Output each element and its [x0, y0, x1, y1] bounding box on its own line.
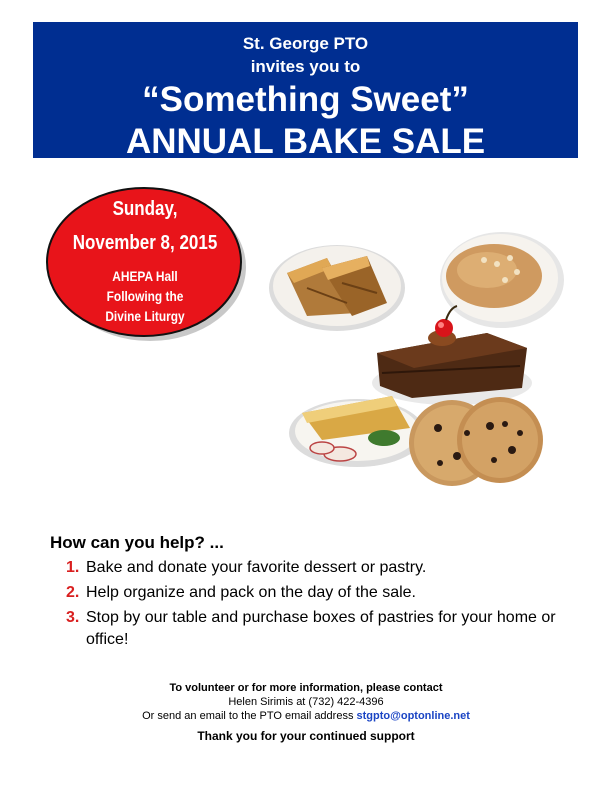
event-date: November 8, 2015	[72, 232, 218, 254]
step-number: 2.	[66, 584, 80, 601]
contact-info	[0, 681, 612, 723]
contact-phone: Helen Sirimis at (732) 422-4396	[228, 696, 384, 708]
nut-cookie-image	[440, 232, 564, 328]
chocolate-chip-cookies-image	[409, 397, 543, 486]
pastries-illustration	[262, 228, 580, 498]
event-title: “Something Sweet”	[142, 80, 469, 119]
baklava-image	[269, 245, 405, 331]
step-number: 3.	[66, 609, 80, 626]
event-subtitle: ANNUAL BAKE SALE	[125, 122, 486, 161]
help-steps-list	[66, 557, 566, 654]
event-location-line2: Following the	[106, 288, 184, 304]
invite-line: invites you to	[250, 57, 361, 76]
date-oval	[44, 184, 246, 344]
event-location-line3: Divine Liturgy	[105, 308, 185, 324]
help-heading: How can you help? ...	[50, 533, 224, 552]
step-number: 1.	[66, 559, 80, 576]
list-item	[66, 557, 566, 579]
header-banner	[33, 22, 578, 161]
email-link[interactable]: stgpto@optonline.net	[356, 710, 470, 722]
event-day: Sunday,	[112, 198, 178, 220]
contact-email-line	[0, 709, 612, 723]
event-location-line1: AHEPA Hall	[112, 268, 178, 284]
closing-message: Thank you for your continued support	[197, 729, 415, 743]
step-text: Stop by our table and purchase boxes of pastries for your home or office!	[86, 609, 556, 648]
apple-pie-image	[289, 396, 425, 467]
list-item	[66, 582, 566, 604]
step-text: Bake and donate your favorite dessert or pastry.	[86, 559, 427, 576]
organization-name: St. George PTO	[242, 34, 369, 53]
step-text: Help organize and pack on the day of the sale.	[86, 584, 416, 601]
list-item	[66, 607, 566, 651]
contact-lead: To volunteer or for more information, please contact	[169, 682, 443, 694]
contact-email-label: Or send an email to the PTO email address	[142, 710, 354, 722]
